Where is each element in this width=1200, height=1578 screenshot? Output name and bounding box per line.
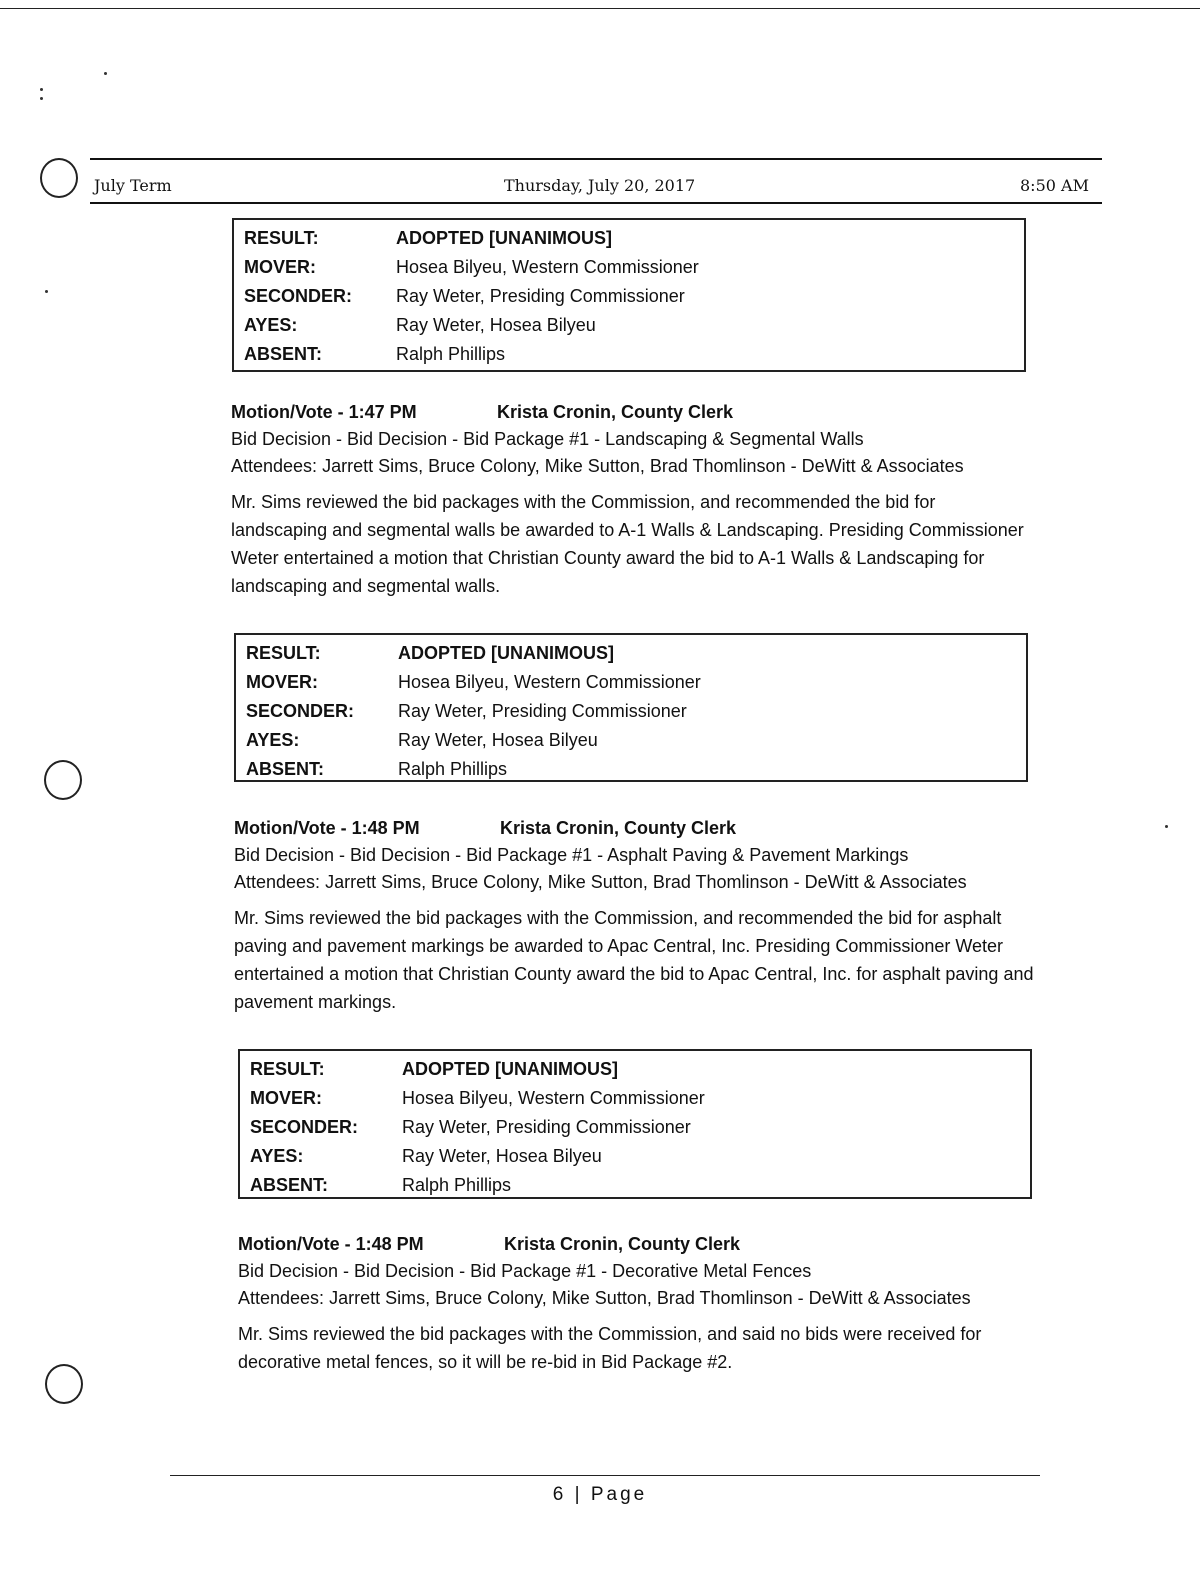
seconder-row: [244, 282, 1024, 311]
motion-heading: Motion/Vote - 1:47 PM: [231, 402, 417, 422]
attendees: Attendees: Jarrett Sims, Bruce Colony, Mike Sutton, Brad Thomlinson - DeWitt & Associates: [234, 872, 967, 892]
result-row: [244, 224, 1024, 253]
seconder-label: SECONDER:: [250, 1117, 359, 1137]
absent-label: ABSENT:: [244, 344, 323, 364]
motion-clerk: Krista Cronin, County Clerk: [504, 1234, 741, 1254]
absent-value: Ralph Phillips: [396, 344, 506, 364]
scan-speck: [104, 72, 107, 75]
seconder-label: SECONDER:: [244, 286, 353, 306]
attendees: Attendees: Jarrett Sims, Bruce Colony, Mike Sutton, Brad Thomlinson - DeWitt & Associates: [238, 1288, 971, 1308]
ayes-value: Ray Weter, Hosea Bilyeu: [398, 730, 598, 750]
mover-row: [250, 1084, 1030, 1113]
motion-section: [234, 815, 1034, 1016]
scan-speck: [45, 290, 48, 293]
seconder-value: Ray Weter, Presiding Commissioner: [396, 286, 685, 306]
scan-speck: [40, 88, 43, 91]
mover-label: MOVER:: [250, 1088, 322, 1108]
ayes-row: [250, 1142, 1030, 1171]
motion-heading-line: [238, 1231, 1038, 1258]
scan-speck: [40, 97, 43, 100]
result-value: ADOPTED [UNANIMOUS]: [398, 643, 614, 663]
ayes-label: AYES:: [244, 315, 298, 335]
result-label: RESULT:: [246, 643, 321, 663]
mover-row: [244, 253, 1024, 282]
mover-value: Hosea Bilyeu, Western Commissioner: [398, 672, 701, 692]
bid-decision: Bid Decision - Bid Decision - Bid Package #1 - Decorative Metal Fences: [238, 1261, 812, 1281]
mover-label: MOVER:: [244, 257, 316, 277]
motion-heading: Motion/Vote - 1:48 PM: [234, 818, 420, 838]
ayes-row: [244, 311, 1024, 340]
attendees: Attendees: Jarrett Sims, Bruce Colony, Mike Sutton, Brad Thomlinson - DeWitt & Associates: [231, 456, 964, 476]
absent-label: ABSENT:: [246, 759, 325, 779]
vote-result-box: [232, 218, 1026, 372]
mover-label: MOVER:: [246, 672, 318, 692]
punch-hole: [45, 1364, 83, 1404]
seconder-row: [246, 697, 1026, 726]
vote-result-box: [234, 633, 1028, 782]
header-rule-bottom: [90, 202, 1102, 204]
bid-decision: Bid Decision - Bid Decision - Bid Package #1 - Landscaping & Segmental Walls: [231, 429, 864, 449]
punch-hole: [40, 158, 78, 198]
mover-value: Hosea Bilyeu, Western Commissioner: [396, 257, 699, 277]
mover-row: [246, 668, 1026, 697]
vote-result-box: [238, 1049, 1032, 1199]
motion-clerk: Krista Cronin, County Clerk: [500, 818, 737, 838]
absent-row: [246, 755, 1026, 784]
result-label: RESULT:: [244, 228, 319, 248]
ayes-row: [246, 726, 1026, 755]
header-time: 8:50 AM: [1020, 176, 1089, 195]
header-term: July Term: [94, 176, 172, 195]
footer-rule: [170, 1475, 1040, 1476]
result-value: ADOPTED [UNANIMOUS]: [402, 1059, 618, 1079]
motion-clerk: Krista Cronin, County Clerk: [497, 402, 734, 422]
page-number: 6 | Page: [552, 1484, 648, 1505]
bid-decision: Bid Decision - Bid Decision - Bid Package #1 - Asphalt Paving & Pavement Markings: [234, 845, 909, 865]
header-rule-top: [90, 158, 1102, 160]
result-label: RESULT:: [250, 1059, 325, 1079]
result-row: [250, 1055, 1030, 1084]
motion-section: [231, 399, 1031, 600]
absent-label: ABSENT:: [250, 1175, 329, 1195]
seconder-value: Ray Weter, Presiding Commissioner: [398, 701, 687, 721]
motion-heading: Motion/Vote - 1:48 PM: [238, 1234, 424, 1254]
ayes-value: Ray Weter, Hosea Bilyeu: [396, 315, 596, 335]
motion-section: [238, 1231, 1038, 1376]
seconder-value: Ray Weter, Presiding Commissioner: [402, 1117, 691, 1137]
scan-speck: [1165, 825, 1168, 828]
motion-paragraph: Mr. Sims reviewed the bid packages with the Commission, and said no bids were received for decorative metal fences, so it will be re-bid in Bid Package #2.: [238, 1324, 982, 1372]
punch-hole: [44, 760, 82, 800]
absent-row: [244, 340, 1024, 369]
absent-row: [250, 1171, 1030, 1200]
ayes-label: AYES:: [250, 1146, 304, 1166]
result-row: [246, 639, 1026, 668]
result-value: ADOPTED [UNANIMOUS]: [396, 228, 612, 248]
seconder-label: SECONDER:: [246, 701, 355, 721]
ayes-label: AYES:: [246, 730, 300, 750]
motion-paragraph: Mr. Sims reviewed the bid packages with the Commission, and recommended the bid for asphalt paving and pavement markings be awarded to Apac Central, Inc. Presiding Commissioner Weter entertained a motion that Christian County award the bid to Apac Central, Inc. for asphalt paving and pavement markings.: [234, 908, 1034, 1012]
motion-heading-line: [231, 399, 1031, 426]
mover-value: Hosea Bilyeu, Western Commissioner: [402, 1088, 705, 1108]
absent-value: Ralph Phillips: [402, 1175, 512, 1195]
absent-value: Ralph Phillips: [398, 759, 508, 779]
ayes-value: Ray Weter, Hosea Bilyeu: [402, 1146, 602, 1166]
motion-heading-line: [234, 815, 1034, 842]
header-date: Thursday, July 20, 2017: [504, 176, 696, 195]
motion-paragraph: Mr. Sims reviewed the bid packages with the Commission, and recommended the bid for landscaping and segmental walls be awarded to A-1 Walls & Landscaping. Presiding Commissioner Weter entertained a motion that Christian County award the bid to A-1 Walls & Landscaping for landscaping and segmental walls.: [231, 492, 1024, 596]
seconder-row: [250, 1113, 1030, 1142]
scan-top-edge: [0, 8, 1200, 9]
